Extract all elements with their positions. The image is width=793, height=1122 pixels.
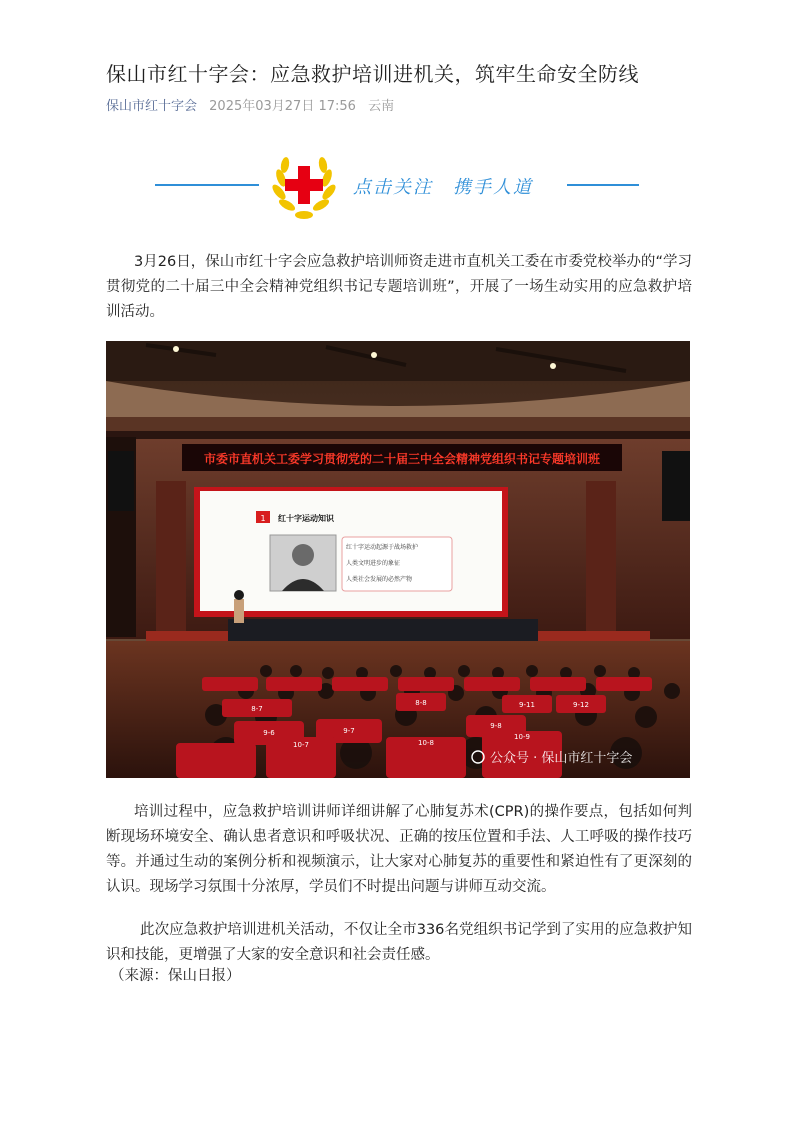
seat-label: 8-7 — [251, 705, 263, 713]
seat-label: 10-7 — [293, 741, 309, 749]
seat-label: 9-6 — [263, 729, 275, 737]
body-paragraph-3: 此次应急救护培训进机关活动，不仅让全市336名党组织书记学到了实用的应急救护知识和技能，更增强了大家的安全意识和社会责任感。 — [106, 922, 692, 963]
account-name-link[interactable]: 保山市红十字会 — [106, 99, 198, 114]
body-paragraph-1: 3月26日，保山市红十字会应急救护培训师资走进市直机关工委在市委党校举办的“学习贯彻党的二十届三中全会精神党组织书记专题培训班”，开展了一场生动实用的应急救护培训活动。 — [106, 254, 692, 320]
banner-divider-right — [567, 184, 639, 186]
seat-label: 9-8 — [490, 722, 502, 730]
led-banner-text: 市委市直机关工委学习贯彻党的二十届三中全会精神党组织书记专题培训班 — [203, 452, 601, 466]
seat-label: 9-11 — [519, 701, 535, 709]
article-title: 保山市红十字会：应急救护培训进机关，筑牢生命安全防线 — [106, 62, 639, 86]
source-note: （来源：保山日报） — [110, 968, 241, 984]
slogan-humanity: 携手人道 — [453, 177, 533, 198]
slide-line-1: 红十字运动起源于战场救护 — [346, 544, 419, 551]
slide-title: 红十字运动知识 — [278, 514, 334, 523]
auditorium-illustration — [106, 341, 690, 778]
publish-datetime: 2025年03月27日 17:56 — [209, 99, 356, 114]
red-cross-wreath-icon — [267, 148, 341, 222]
seat-label: 10-9 — [514, 733, 530, 741]
banner-divider-left — [155, 184, 259, 186]
seat-label: 10-8 — [418, 739, 434, 747]
follow-banner[interactable] — [155, 148, 639, 220]
svg-text:公众号 · 保山市红十字会: 公众号 · 保山市红十字会 — [490, 751, 633, 766]
seat-label: 9-7 — [343, 727, 355, 735]
wechat-watermark — [472, 750, 632, 766]
body-paragraph-2: 培训过程中，应急救护培训讲师详细讲解了心肺复苏术(CPR)的操作要点，包括如何判断现场环境安全、确认患者意识和呼吸状况、正确的按压位置和手法、人工呼吸的操作技巧等。并通过生动的案例分析和视频演示，让大家对心肺复苏的重要性和紧迫性有了更深刻的认识。现场学习氛围十分浓厚，学员们不时提出问题与讲师互动交流。 — [106, 804, 692, 895]
slogan-follow: 点击关注 — [353, 177, 433, 198]
article-meta — [106, 95, 402, 114]
seat-label: 8-8 — [415, 699, 427, 707]
training-photo[interactable] — [106, 341, 690, 778]
slide-line-2: 人类文明进步的象征 — [346, 560, 401, 567]
publish-location: 云南 — [368, 99, 395, 114]
slide-line-3: 人类社会发展的必然产物 — [346, 576, 413, 583]
slide-number: 1 — [260, 514, 266, 523]
banner-slogan — [353, 173, 533, 199]
seat-label: 9-12 — [573, 701, 589, 709]
